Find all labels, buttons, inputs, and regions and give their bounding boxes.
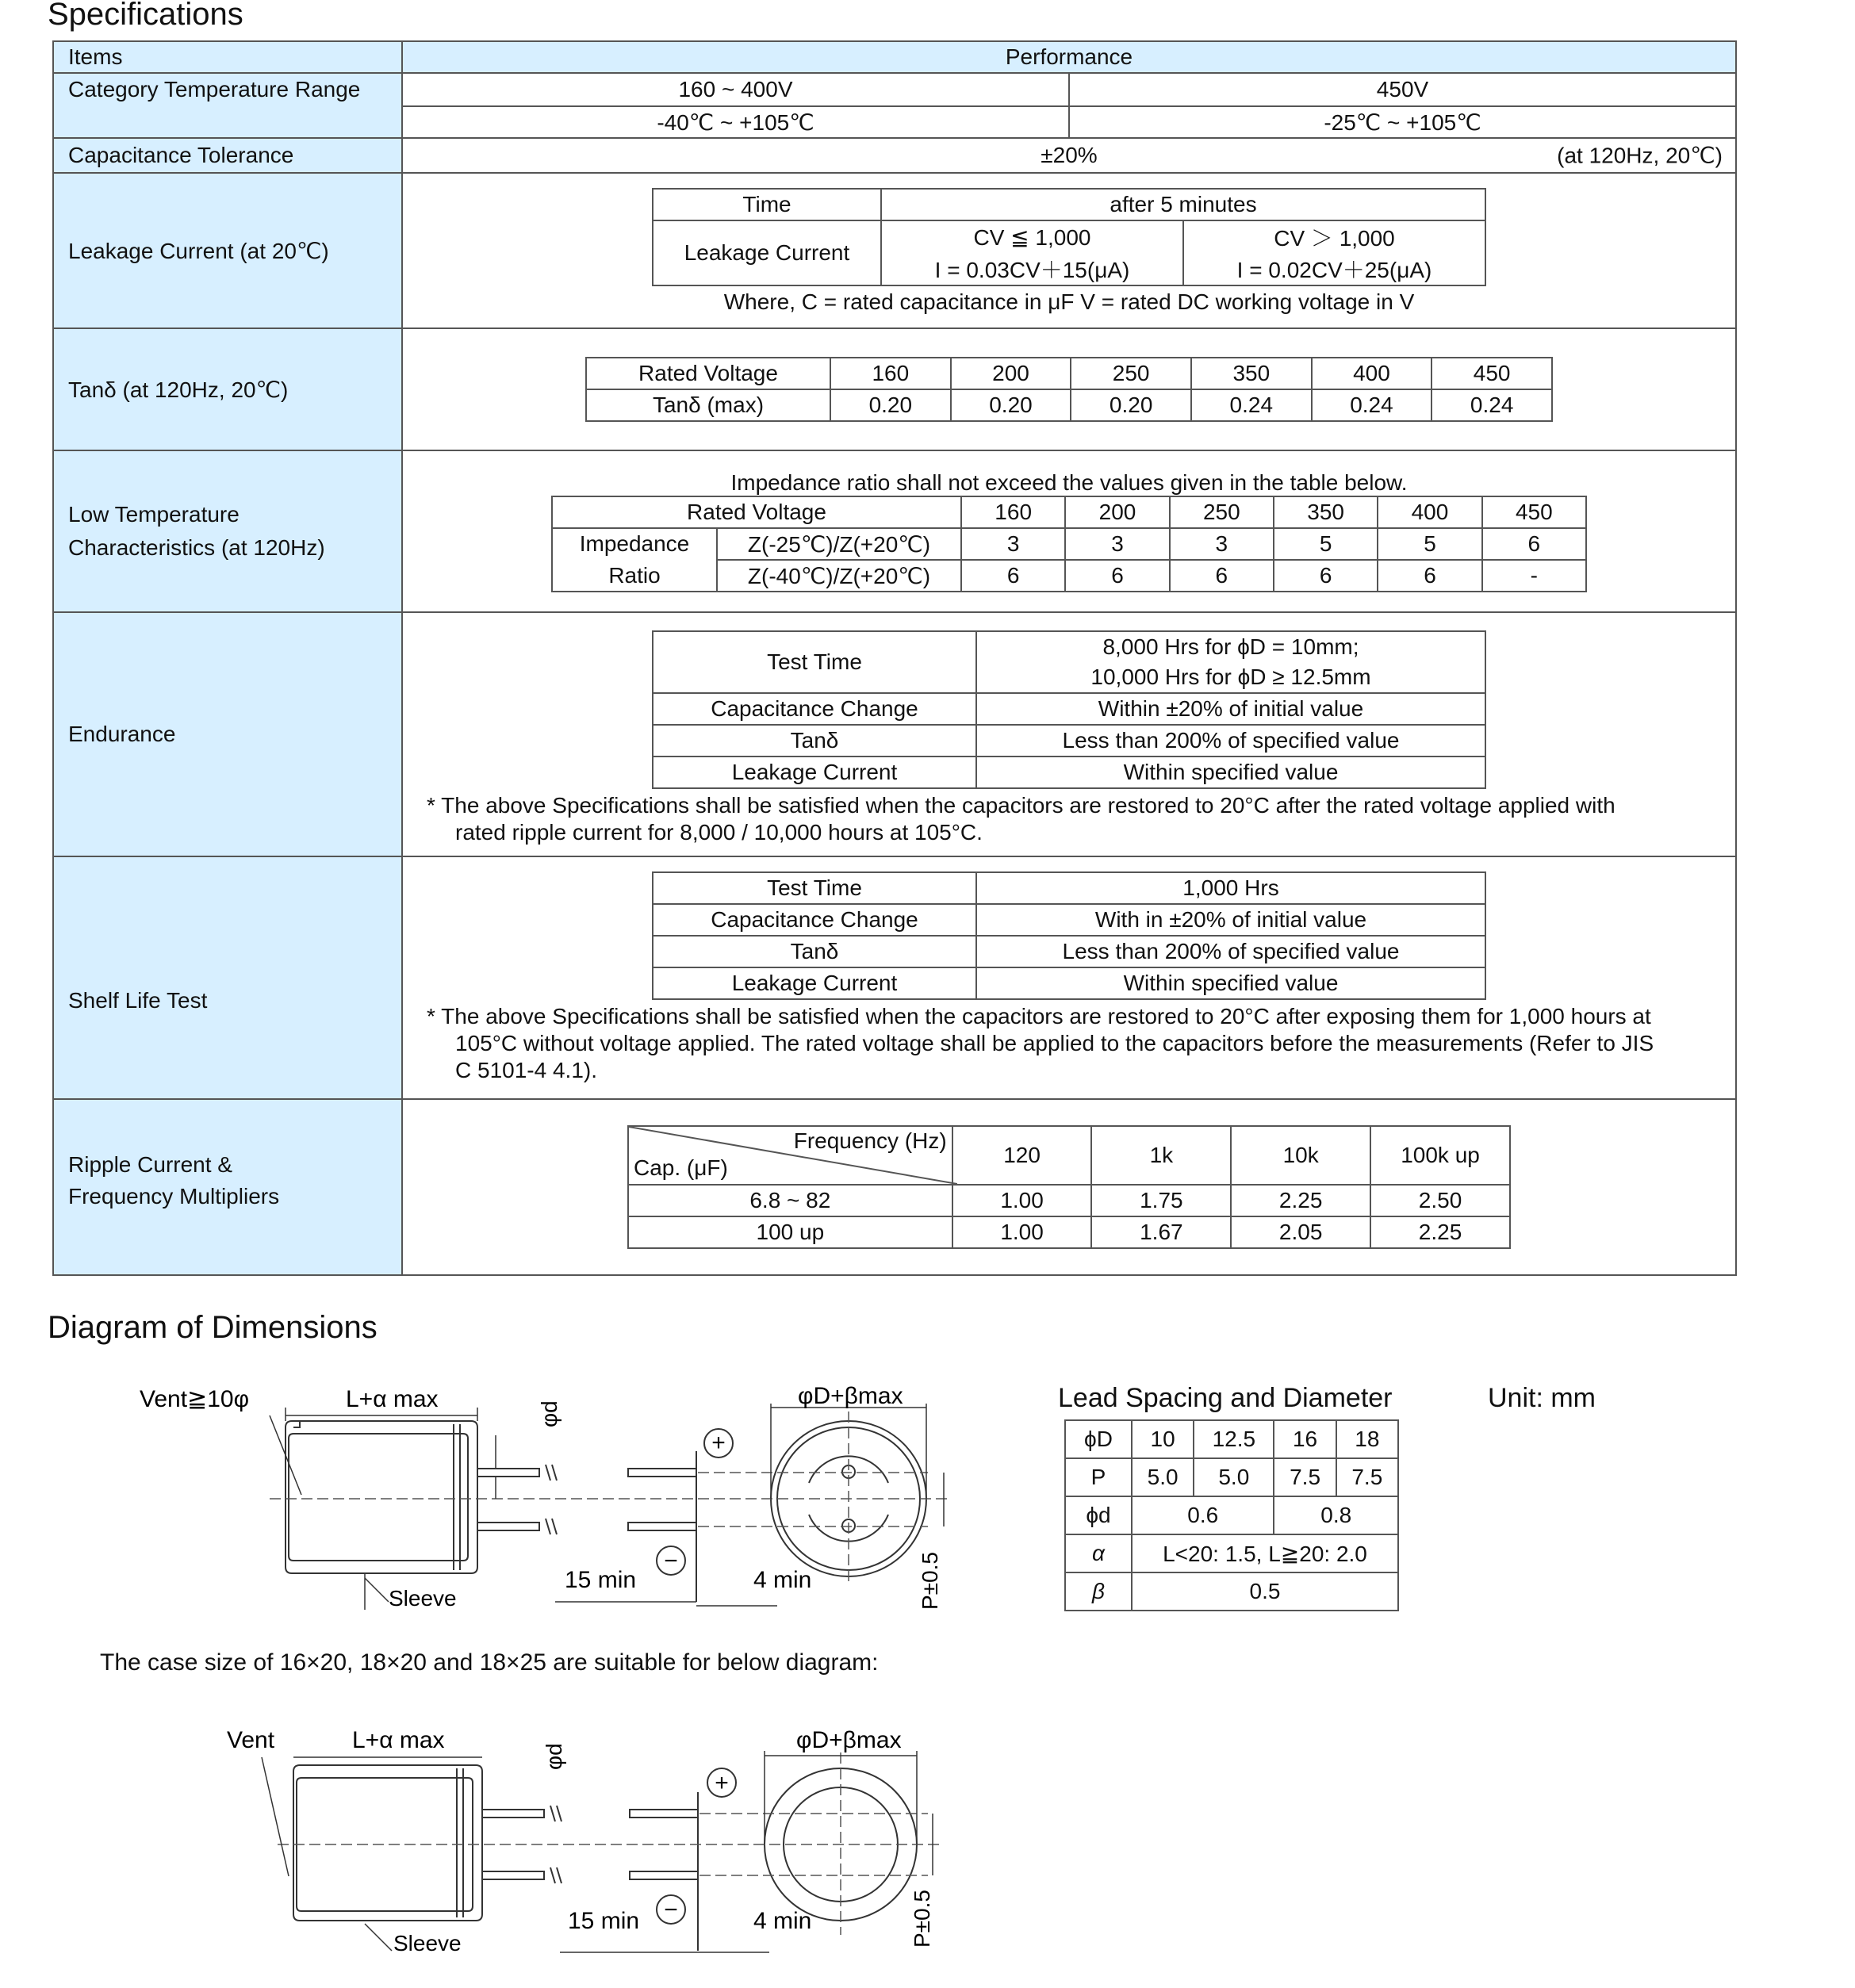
frequency-label: Frequency (Hz) — [793, 1128, 947, 1153]
ripple-label-line1: Ripple Current & — [68, 1152, 232, 1177]
d-value: 0.8 — [1274, 1496, 1398, 1534]
alpha-value: L<20: 1.5, L≧20: 2.0 — [1132, 1534, 1398, 1572]
lead-length-label: 15 min — [565, 1567, 637, 1593]
cap-tolerance-label: Capacitance Tolerance — [53, 138, 402, 173]
vent-label: Vent — [227, 1727, 275, 1753]
shelf-test-time: Test Time — [653, 872, 976, 904]
dimension-diagram-2 — [214, 1721, 975, 1959]
temp-range-1: -40℃ ~ +105℃ — [402, 106, 1069, 138]
z2-value: 6 — [1274, 560, 1378, 592]
time-value: after 5 minutes — [881, 189, 1485, 220]
tand-value: 0.24 — [1312, 389, 1432, 421]
endurance-time-line2: 10,000 Hrs for ϕD ≥ 12.5mm — [1090, 665, 1371, 689]
ripple-value: 2.05 — [1231, 1216, 1370, 1248]
ripple-value: 2.25 — [1231, 1185, 1370, 1216]
endurance-cell — [402, 612, 1736, 856]
low-temp-label — [53, 450, 402, 612]
z2-value: 6 — [1170, 560, 1274, 592]
ripple-value: 1.00 — [952, 1216, 1092, 1248]
beta-value: 0.5 — [1132, 1572, 1398, 1611]
plus-symbol: + — [711, 1430, 726, 1456]
time-label: Time — [653, 189, 881, 220]
shelf-note-line2: 105°C without voltage applied. The rated voltage shall be applied to the capacitors before the measurements (Refer to JIS — [455, 1031, 1654, 1055]
lead-min-label: 4 min — [753, 1908, 812, 1934]
low-temp-label-line1: Low Temperature — [68, 502, 240, 527]
P-value: 5.0 — [1132, 1458, 1194, 1496]
tand-value: 0.20 — [1071, 389, 1191, 421]
impedance-ratio-label — [552, 528, 717, 592]
P-value: 7.5 — [1336, 1458, 1398, 1496]
shelf-tand-value: Less than 200% of specified value — [976, 936, 1485, 967]
cap-label: Cap. (μF) — [634, 1155, 728, 1180]
ripple-freq: 120 — [952, 1126, 1092, 1185]
capacitor-body-outline — [293, 1765, 482, 1921]
endurance-table — [652, 630, 1486, 789]
lead-min-label: 4 min — [753, 1567, 812, 1593]
cv-condition-1: CV ≦ 1,000 — [881, 220, 1183, 253]
leakage-formula-2: I = 0.02CV＋25(μA) — [1183, 253, 1485, 285]
cap-tolerance-cell — [402, 138, 1736, 173]
endurance-cap-change-value: Within ±20% of initial value — [976, 693, 1485, 725]
lead-spacing-table — [1064, 1419, 1399, 1611]
z-ratio-25: Z(-25℃)/Z(+20℃) — [717, 528, 961, 560]
unit-label: Unit: mm — [1488, 1383, 1596, 1413]
z1-value: 3 — [1065, 528, 1169, 560]
z1-value: 5 — [1378, 528, 1481, 560]
tand-voltage: 450 — [1431, 358, 1552, 389]
D-value: 18 — [1336, 1420, 1398, 1458]
header-row — [53, 41, 1736, 73]
items-header: Items — [53, 41, 402, 73]
beta-label: β — [1065, 1572, 1132, 1611]
shelf-cap-change-value: With in ±20% of initial value — [976, 904, 1485, 936]
shelf-note-line1: * The above Specifications shall be satisfied when the capacitors are restored to 20°C after exposing them for 1,000 hours at — [427, 1004, 1651, 1028]
tand-voltage-row — [586, 358, 1552, 389]
ratio-word: Ratio — [608, 563, 661, 588]
ripple-row1-label: 6.8 ~ 82 — [628, 1185, 952, 1216]
low-temp-row — [53, 450, 1736, 612]
lead-diameter-label: φd — [537, 1400, 561, 1427]
ripple-value: 1.67 — [1091, 1216, 1231, 1248]
endurance-label: Endurance — [53, 612, 402, 856]
low-temp-voltage: 400 — [1378, 496, 1481, 528]
category-temp-label: Category Temperature Range — [53, 73, 402, 138]
tand-value: 0.20 — [951, 389, 1071, 421]
ripple-corner-cell — [628, 1126, 952, 1185]
endurance-test-time: Test Time — [653, 631, 976, 693]
phiD-label: ϕD — [1065, 1420, 1132, 1458]
tand-voltage: 200 — [951, 358, 1071, 389]
ripple-row — [53, 1099, 1736, 1275]
ripple-row2-label: 100 up — [628, 1216, 952, 1248]
tand-rated-voltage-label: Rated Voltage — [586, 358, 830, 389]
lead-table-title: Lead Spacing and Diameter — [1058, 1383, 1393, 1413]
shelf-cap-change: Capacitance Change — [653, 904, 976, 936]
endurance-lc: Leakage Current — [653, 757, 976, 788]
low-temp-voltage: 450 — [1482, 496, 1586, 528]
body-diameter-label: φD+βmax — [796, 1727, 902, 1753]
capacitor-body-outline — [286, 1421, 477, 1573]
phid-label: ϕd — [1065, 1496, 1132, 1534]
z1-value: 5 — [1274, 528, 1378, 560]
endurance-row — [53, 612, 1736, 856]
dimension-diagram-1 — [127, 1372, 968, 1626]
shelf-label: Shelf Life Test — [53, 856, 402, 1099]
shelf-row — [53, 856, 1736, 1099]
z1-value: 3 — [1170, 528, 1274, 560]
low-temp-voltage: 350 — [1274, 496, 1378, 528]
z2-value: 6 — [1378, 560, 1481, 592]
ripple-value: 1.75 — [1091, 1185, 1231, 1216]
cv-condition-2: CV ＞ 1,000 — [1183, 220, 1485, 253]
low-temp-caption: Impedance ratio shall not exceed the values given in the table below. — [730, 470, 1408, 495]
leakage-label: Leakage Current (at 20℃) — [53, 173, 402, 328]
D-value: 12.5 — [1194, 1420, 1274, 1458]
z2-value: 6 — [961, 560, 1065, 592]
leakage-row — [53, 173, 1736, 328]
D-value: 10 — [1132, 1420, 1194, 1458]
shelf-lc-value: Within specified value — [976, 967, 1485, 999]
tand-row — [53, 328, 1736, 450]
performance-header: Performance — [402, 41, 1736, 73]
sleeve-label: Sleeve — [393, 1931, 462, 1955]
plus-symbol: + — [715, 1770, 729, 1796]
pitch-label: P±0.5 — [918, 1552, 942, 1610]
temp-range-2: -25℃ ~ +105℃ — [1069, 106, 1736, 138]
tand-voltage: 160 — [830, 358, 951, 389]
tand-voltage: 400 — [1312, 358, 1432, 389]
impedance-word: Impedance — [579, 531, 690, 556]
ripple-label — [53, 1099, 402, 1275]
case-size-note: The case size of 16×20, 18×20 and 18×25 are suitable for below diagram: — [100, 1649, 879, 1676]
P-label: P — [1065, 1458, 1132, 1496]
lead-length-label: 15 min — [568, 1908, 640, 1934]
tand-voltage: 250 — [1071, 358, 1191, 389]
low-temp-label-line2: Characteristics (at 120Hz) — [68, 535, 325, 560]
endurance-tand: Tanδ — [653, 725, 976, 757]
tand-table — [585, 357, 1553, 422]
ripple-value: 2.50 — [1370, 1185, 1510, 1216]
shelf-lc: Leakage Current — [653, 967, 976, 999]
shelf-tand: Tanδ — [653, 936, 976, 967]
specifications-table — [52, 40, 1737, 1276]
ripple-freq: 100k up — [1370, 1126, 1510, 1185]
ripple-freq: 10k — [1231, 1126, 1370, 1185]
tand-max-label: Tanδ (max) — [586, 389, 830, 421]
leakage-table — [652, 188, 1486, 286]
low-temp-voltage: 160 — [961, 496, 1065, 528]
tand-value: 0.24 — [1431, 389, 1552, 421]
shelf-table — [652, 871, 1486, 1000]
D-value: 16 — [1274, 1420, 1336, 1458]
body-diameter-label: φD+βmax — [798, 1383, 903, 1409]
endurance-note-line1: * The above Specifications shall be satisfied when the capacitors are restored to 20°C after the rated voltage applied with — [427, 793, 1615, 818]
endurance-lc-value: Within specified value — [976, 757, 1485, 788]
ripple-value: 1.00 — [952, 1185, 1092, 1216]
endurance-time-line1: 8,000 Hrs for ϕD = 10mm; — [1102, 634, 1359, 659]
cap-tolerance-value: ±20% — [1041, 143, 1098, 167]
z2-value: 6 — [1065, 560, 1169, 592]
lead-diameter-label: φd — [542, 1743, 566, 1770]
ripple-value: 2.25 — [1370, 1216, 1510, 1248]
minus-symbol: − — [664, 1548, 678, 1574]
endurance-note — [403, 792, 1735, 846]
specifications-title: Specifications — [48, 0, 243, 32]
cap-tolerance-condition: (at 120Hz, 20℃) — [1557, 143, 1723, 168]
shelf-note-line3: C 5101-4 4.1). — [455, 1058, 597, 1082]
shelf-test-time-value: 1,000 Hrs — [976, 872, 1485, 904]
tand-value: 0.20 — [830, 389, 951, 421]
leakage-current-label: Leakage Current — [653, 220, 881, 285]
z-ratio-40: Z(-40℃)/Z(+20℃) — [717, 560, 961, 592]
ripple-table — [627, 1125, 1511, 1249]
low-temp-voltage: 250 — [1170, 496, 1274, 528]
tand-value: 0.24 — [1191, 389, 1312, 421]
vent-label: Vent≧10φ — [140, 1386, 250, 1412]
z2-value: - — [1482, 560, 1586, 592]
endurance-cap-change: Capacitance Change — [653, 693, 976, 725]
alpha-label: α — [1065, 1534, 1132, 1572]
ripple-cell — [402, 1099, 1736, 1275]
pitch-label: P±0.5 — [910, 1890, 934, 1948]
endurance-note-line2: rated ripple current for 8,000 / 10,000 hours at 105°C. — [455, 820, 983, 845]
leakage-note: Where, C = rated capacitance in μF V = rated DC working voltage in V — [723, 289, 1415, 314]
P-value: 5.0 — [1194, 1458, 1274, 1496]
d-value: 0.6 — [1132, 1496, 1274, 1534]
shelf-note — [403, 1003, 1735, 1084]
endurance-tand-value: Less than 200% of specified value — [976, 725, 1485, 757]
tand-voltage: 350 — [1191, 358, 1312, 389]
voltage-range-1: 160 ~ 400V — [402, 73, 1069, 106]
category-temp-row — [53, 73, 1736, 106]
ripple-label-line2: Frequency Multipliers — [68, 1184, 280, 1209]
minus-symbol: − — [664, 1897, 678, 1923]
P-value: 7.5 — [1274, 1458, 1336, 1496]
dimensions-title: Diagram of Dimensions — [48, 1310, 378, 1345]
length-label: L+α max — [346, 1386, 439, 1412]
low-temp-voltage: 200 — [1065, 496, 1169, 528]
low-temp-rated-voltage: Rated Voltage — [552, 496, 961, 528]
voltage-range-2: 450V — [1069, 73, 1736, 106]
ripple-freq: 1k — [1091, 1126, 1231, 1185]
z1-value: 3 — [961, 528, 1065, 560]
sleeve-label: Sleeve — [389, 1586, 457, 1611]
low-temp-table — [551, 496, 1587, 592]
z1-value: 6 — [1482, 528, 1586, 560]
cap-tolerance-row — [53, 138, 1736, 173]
tand-cell — [402, 328, 1736, 450]
length-label: L+α max — [352, 1727, 445, 1753]
shelf-cell — [402, 856, 1736, 1099]
leakage-formula-1: I = 0.03CV＋15(μA) — [881, 253, 1183, 285]
low-temp-cell — [402, 450, 1736, 612]
tand-label: Tanδ (at 120Hz, 20℃) — [53, 328, 402, 450]
leakage-cell — [402, 173, 1736, 328]
tand-value-row — [586, 389, 1552, 421]
endurance-test-time-value — [976, 631, 1485, 693]
